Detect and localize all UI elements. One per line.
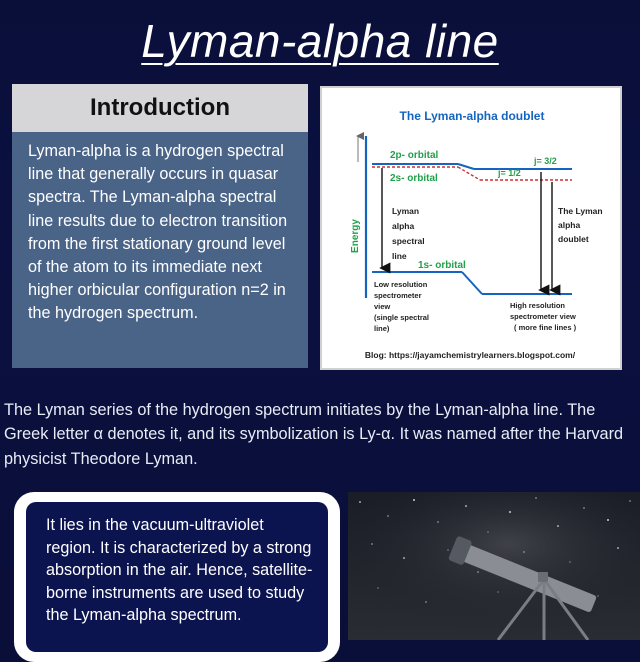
vacuum-uv-text: It lies in the vacuum-ultraviolet region. It is characterized by a strong absorption in the air. Hence, satellite-borne instruments are used to study the Lyman-alpha spectrum. bbox=[26, 502, 328, 652]
vacuum-uv-card bbox=[14, 492, 340, 662]
introduction-text: Lyman-alpha is a hydrogen spectral line that generally occurs in quasar spectra. The Lyman-alpha spectral line results due to electron transition from the first stationary ground level of the atom to its immediate next higher orbicular configuration n=2 in the hydrogen spectrum. bbox=[12, 132, 308, 368]
orbital-2s-label: 2s- orbital bbox=[390, 173, 438, 184]
lyman-series-paragraph: The Lyman series of the hydrogen spectrum initiates by the Lyman-alpha line. The Greek letter α denotes it, and its symbolization is Ly-α. It was named after the Harvard physicist Theodore Lyman. bbox=[4, 401, 624, 468]
diagram-title: The Lyman-alpha doublet bbox=[399, 109, 545, 123]
low-resolution-label: Low resolution spectrometer view (single spectral line) bbox=[374, 280, 430, 333]
high-resolution-label: High resolution spectrometer view ( more fine lines ) bbox=[510, 301, 577, 332]
j32-label: j= 3/2 bbox=[534, 156, 557, 166]
telescope-image bbox=[348, 492, 640, 640]
n1-connector bbox=[462, 272, 482, 294]
lyman-alpha-doublet-diagram bbox=[320, 86, 622, 370]
lyman-line-label: Lyman alpha spectral line bbox=[392, 206, 425, 261]
page-title: Lyman-alpha line bbox=[141, 15, 499, 67]
orbital-2p-label: 2p- orbital bbox=[390, 150, 439, 161]
energy-label: Energy bbox=[350, 219, 361, 253]
orbital-1s-label: 1s- orbital bbox=[418, 260, 466, 271]
doublet-label: The Lyman alpha doublet bbox=[558, 206, 603, 244]
telescope-night-sky-photo bbox=[348, 492, 640, 640]
blog-url: Blog: https://jayamchemistrylearners.blogspot.com/ bbox=[364, 350, 576, 360]
j12-label: j= 1/2 bbox=[498, 168, 521, 178]
diagram-svg bbox=[322, 88, 620, 368]
introduction-heading: Introduction bbox=[12, 84, 308, 132]
